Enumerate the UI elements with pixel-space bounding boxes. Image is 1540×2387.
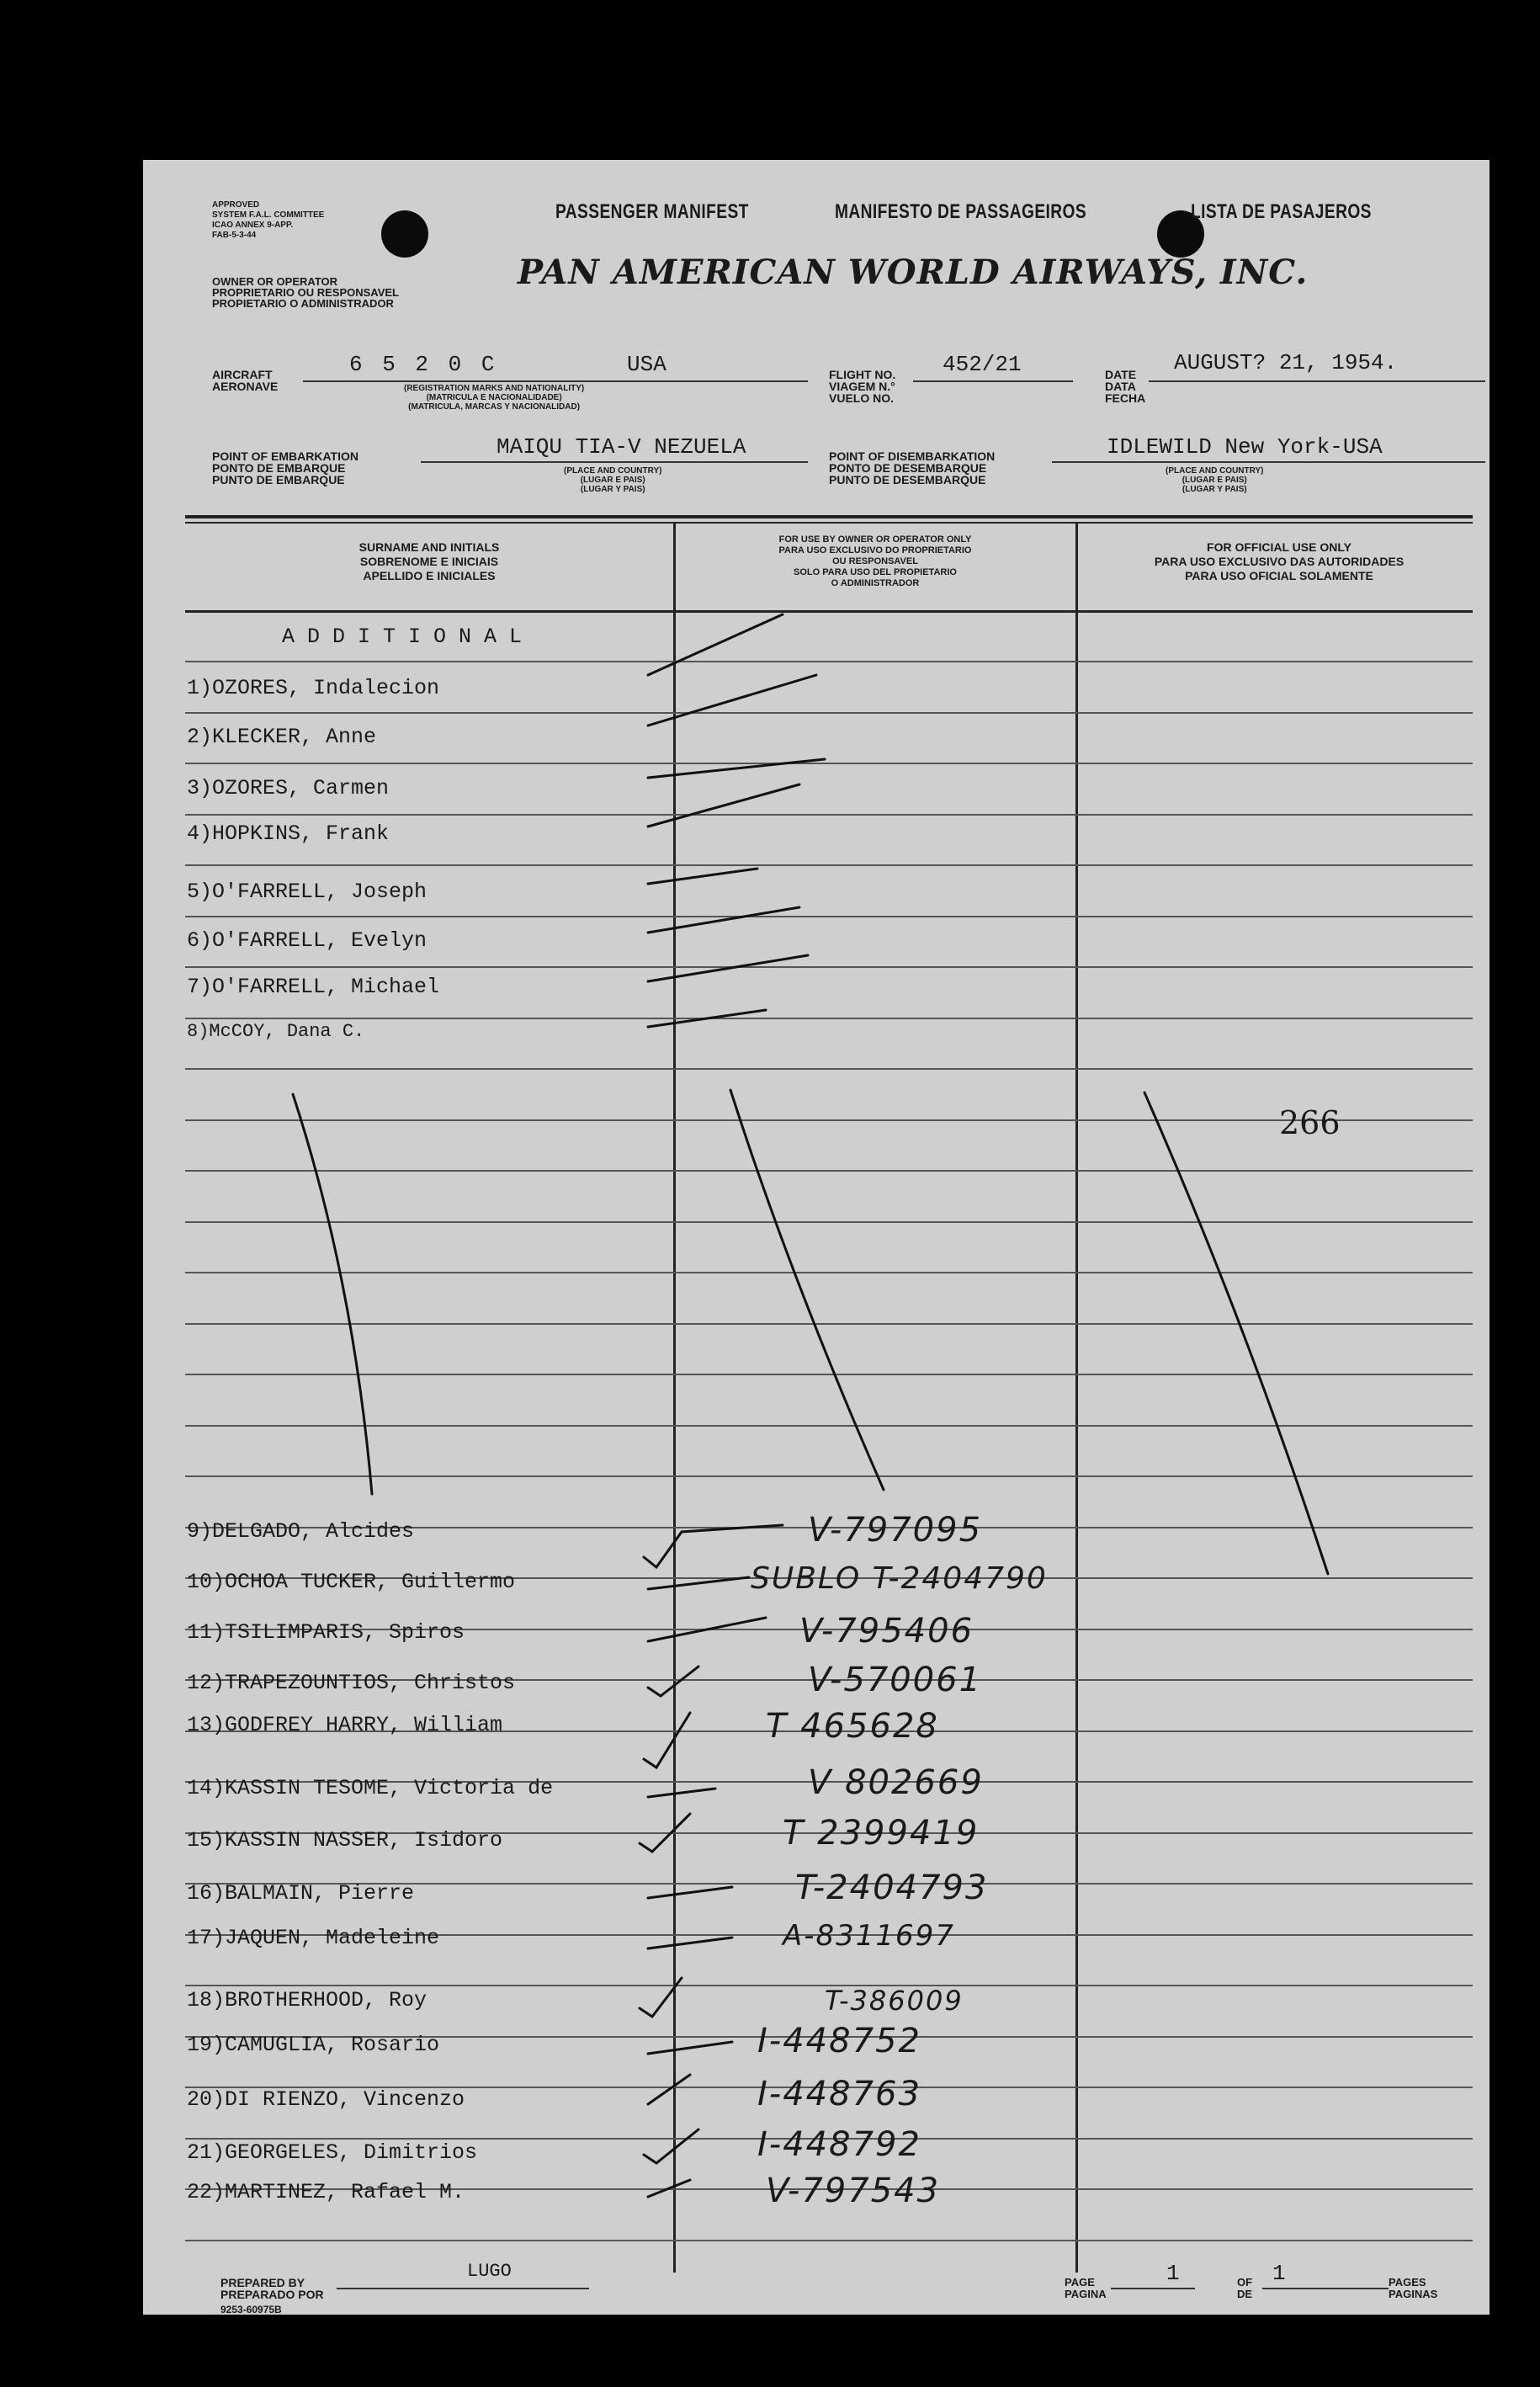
passenger-name: 9)DELGADO, Alcides bbox=[187, 1519, 415, 1544]
flight-label-line: VUELO NO. bbox=[829, 391, 895, 405]
stamp-number: 266 bbox=[1279, 1104, 1341, 1141]
place-note-line: (LUGAR Y PAIS) bbox=[580, 485, 645, 494]
place-note-line: (LUGAR Y PAIS) bbox=[1182, 485, 1247, 494]
aircraft-label-line: AERONAVE bbox=[212, 380, 279, 393]
passenger-name: 10)OCHOA TUCKER, Guillermo bbox=[187, 1570, 516, 1594]
registration-note-line: (REGISTRATION MARKS AND NATIONALITY) bbox=[404, 384, 585, 393]
document-number: I-448792 bbox=[757, 2125, 921, 2164]
flight-label-line: VIAGEM N.° bbox=[829, 380, 895, 393]
prepared-by-value: LUGO bbox=[467, 2261, 512, 2282]
passenger-name: 7)O'FARRELL, Michael bbox=[187, 975, 440, 999]
embark-label-line: PUNTO DE EMBARQUE bbox=[212, 473, 345, 486]
approval-line: ICAO ANNEX 9-APP. bbox=[212, 221, 294, 230]
column-header-line: FOR OFFICIAL USE ONLY bbox=[1207, 540, 1351, 554]
column-header-line: SOLO PARA USO DEL PROPIETARIO bbox=[794, 567, 957, 577]
embark-label-line: POINT OF EMBARKATION bbox=[212, 449, 358, 463]
owner-label-line: PROPIETARIO O ADMINISTRADOR bbox=[212, 297, 394, 310]
column-header-line: APELLIDO E INICIALES bbox=[363, 569, 496, 582]
embark-label-line: PONTO DE EMBARQUE bbox=[212, 461, 346, 475]
passenger-name: 2)KLECKER, Anne bbox=[187, 725, 377, 749]
page-label-line: PAGE bbox=[1065, 2276, 1095, 2289]
of-label-line: DE bbox=[1237, 2288, 1253, 2300]
passenger-name: 4)HOPKINS, Frank bbox=[187, 821, 390, 846]
title-english: PASSENGER MANIFEST bbox=[555, 200, 749, 223]
of-label bbox=[1237, 2277, 1252, 2300]
prepared-underline bbox=[337, 2288, 589, 2289]
column-header-line: SOBRENOME E INICIAIS bbox=[359, 555, 499, 568]
column-header-line: PARA USO EXCLUSIVO DAS AUTORIDADES bbox=[1154, 555, 1405, 568]
document-number: T 2399419 bbox=[783, 1814, 980, 1853]
passenger-name: 19)CAMUGLIA, Rosario bbox=[187, 2033, 440, 2057]
passenger-name: 5)O'FARRELL, Joseph bbox=[187, 880, 427, 904]
title-portuguese: MANIFESTO DE PASSAGEIROS bbox=[835, 200, 1087, 223]
approval-line: FAB-5-3-44 bbox=[212, 231, 257, 240]
place-note-line: (LUGAR E PAIS) bbox=[1182, 476, 1247, 485]
date-value: AUGUST? 21, 1954. bbox=[1174, 350, 1398, 375]
owner-label-line: PROPRIETARIO OU RESPONSAVEL bbox=[212, 286, 399, 299]
pages-total: 1 bbox=[1272, 2261, 1286, 2286]
disembark-label-line: PONTO DE DESEMBARQUE bbox=[829, 461, 987, 475]
page-label-line: PAGINA bbox=[1065, 2288, 1107, 2300]
cross-out-lines bbox=[293, 1090, 1328, 1574]
approval-line: APPROVED bbox=[212, 200, 260, 210]
disembark-label-line: POINT OF DISEMBARKATION bbox=[829, 449, 996, 463]
title-spanish: LISTA DE PASAJEROS bbox=[1191, 200, 1372, 223]
owner-label-line: OWNER OR OPERATOR bbox=[212, 275, 338, 288]
flight-number: 452/21 bbox=[943, 352, 1022, 377]
airline-name: PAN AMERICAN WORLD AIRWAYS, INC. bbox=[518, 253, 1309, 292]
pages-label-line: PAGINAS bbox=[1389, 2288, 1438, 2300]
document-number: T-386009 bbox=[825, 1985, 964, 2017]
pages-underline bbox=[1262, 2288, 1389, 2289]
document-number: SUBLO T-2404790 bbox=[751, 1561, 1048, 1596]
approval-line: SYSTEM F.A.L. COMMITTEE bbox=[212, 210, 325, 220]
document-number: A-8311697 bbox=[783, 1919, 955, 1953]
pen-strokes bbox=[143, 160, 1490, 2315]
page-number: 1 bbox=[1166, 2261, 1180, 2286]
form-number: 9253-60975B bbox=[220, 2304, 282, 2315]
document-number: I-448763 bbox=[757, 2075, 921, 2113]
passenger-name: 14)KASSIN TESOME, Victoria de bbox=[187, 1776, 554, 1800]
nationality-value: USA bbox=[627, 352, 666, 377]
registration-note-line: (MATRICULA E NACIONALIDADE) bbox=[426, 393, 562, 402]
passenger-name: 18)BROTHERHOOD, Roy bbox=[187, 1988, 427, 2012]
date-label-line: DATA bbox=[1105, 380, 1136, 393]
date-label-line: DATE bbox=[1105, 368, 1137, 381]
passenger-name: 11)TSILIMPARIS, Spiros bbox=[187, 1620, 465, 1645]
passenger-name: 16)BALMAIN, Pierre bbox=[187, 1881, 415, 1906]
manifest-sheet bbox=[143, 160, 1490, 2315]
column-header-line: SURNAME AND INITIALS bbox=[358, 540, 500, 554]
page-underline bbox=[1111, 2288, 1195, 2289]
pages-label-line: PAGES bbox=[1389, 2276, 1426, 2289]
passenger-name: 21)GEORGELES, Dimitrios bbox=[187, 2140, 478, 2165]
date-label-line: FECHA bbox=[1105, 391, 1146, 405]
column-header-line: FOR USE BY OWNER OR OPERATOR ONLY bbox=[778, 534, 972, 545]
passenger-name: 13)GODFREY HARRY, William bbox=[187, 1713, 503, 1737]
place-note-line: (PLACE AND COUNTRY) bbox=[1166, 466, 1264, 476]
document-number: V-795406 bbox=[799, 1612, 974, 1651]
passenger-name: 6)O'FARRELL, Evelyn bbox=[187, 928, 427, 953]
place-note-line: (LUGAR E PAIS) bbox=[580, 476, 645, 485]
passenger-name: 20)DI RIENZO, Vincenzo bbox=[187, 2087, 465, 2112]
passenger-name: 17)JAQUEN, Madeleine bbox=[187, 1926, 440, 1950]
document-number: V 802669 bbox=[808, 1763, 984, 1802]
aircraft-label-line: AIRCRAFT bbox=[212, 368, 273, 381]
document-number: V-797543 bbox=[766, 2172, 941, 2210]
passenger-name: 8)McCOY, Dana C. bbox=[187, 1021, 365, 1042]
passenger-name: 3)OZORES, Carmen bbox=[187, 776, 390, 800]
document-number: T 465628 bbox=[766, 1707, 939, 1746]
column-header-line: PARA USO EXCLUSIVO DO PROPRIETARIO bbox=[778, 545, 972, 556]
prepared-label-line: PREPARED BY bbox=[220, 2276, 305, 2289]
additional-label: A D D I T I O N A L bbox=[282, 625, 523, 649]
passenger-name: 12)TRAPEZOUNTIOS, Christos bbox=[187, 1671, 516, 1695]
document-number: V-570061 bbox=[808, 1661, 983, 1699]
flight-label-line: FLIGHT NO. bbox=[829, 368, 896, 381]
disembark-label-line: PUNTO DE DESEMBARQUE bbox=[829, 473, 986, 486]
of-label-line: OF bbox=[1237, 2276, 1253, 2289]
registration-note-line: (MATRICULA, MARCAS Y NACIONALIDAD) bbox=[408, 402, 581, 412]
place-note-line: (PLACE AND COUNTRY) bbox=[564, 466, 662, 476]
passenger-name: 15)KASSIN NASSER, Isidoro bbox=[187, 1828, 503, 1853]
column-header-line: OU RESPONSAVEL bbox=[832, 556, 918, 566]
column-header-line: PARA USO OFICIAL SOLAMENTE bbox=[1185, 569, 1373, 582]
document-number: I-448752 bbox=[757, 2022, 921, 2060]
check-marks bbox=[640, 614, 825, 2197]
prepared-label bbox=[220, 2277, 324, 2300]
passenger-name: 22)MARTINEZ, Rafael M. bbox=[187, 2180, 465, 2204]
prepared-label-line: PREPARADO POR bbox=[220, 2288, 324, 2301]
column-header-line: O ADMINISTRADOR bbox=[831, 578, 920, 588]
document-number: V-797095 bbox=[808, 1511, 983, 1550]
passenger-name: 1)OZORES, Indalecion bbox=[187, 676, 440, 700]
disembark-value: IDLEWILD New York-USA bbox=[1107, 434, 1383, 460]
embark-value: MAIQU TIA-V NEZUELA bbox=[497, 434, 746, 460]
document-number: T-2404793 bbox=[795, 1869, 989, 1907]
page-label bbox=[1065, 2277, 1107, 2300]
aircraft-value: 6 5 2 0 C bbox=[349, 352, 498, 377]
pages-label bbox=[1389, 2277, 1437, 2300]
